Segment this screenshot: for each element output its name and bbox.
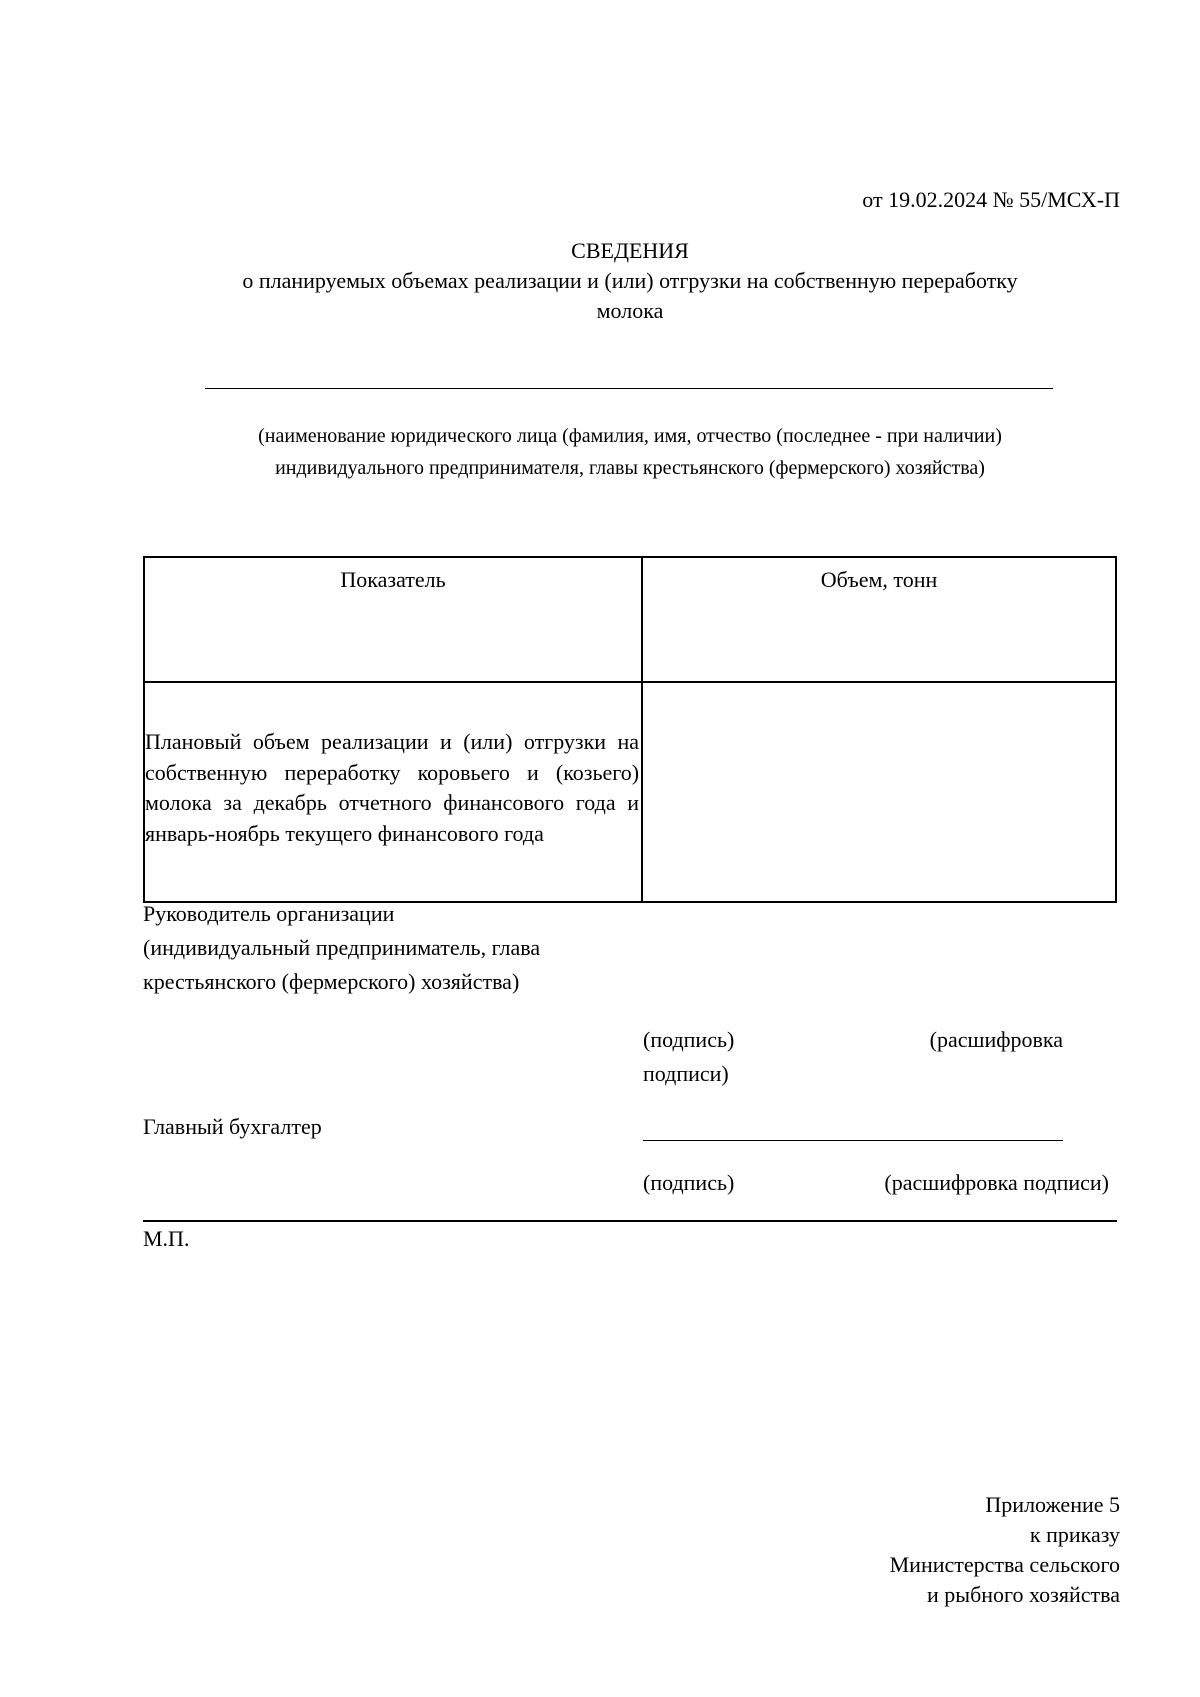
accountant-label: Главный бухгалтер (143, 1114, 322, 1139)
manager-signature-captions (643, 1023, 1063, 1091)
stamp-label: М.П. (143, 1226, 190, 1251)
accountant-signature-captions (643, 1166, 1109, 1200)
annex-line-3: Министерства сельского (889, 1552, 1120, 1577)
annex-line-2: к приказу (1029, 1522, 1120, 1547)
title-line-2: о планируемых объемах реализации и (или) отгрузки на собственную переработку (242, 268, 1018, 293)
title-line-3: молока (596, 298, 664, 323)
manager-decode-caption: (расшифровка (929, 1027, 1063, 1052)
accountant-signature-caption: (подпись) (643, 1170, 735, 1195)
document-number: от 19.02.2024 № 55/МСХ-П (862, 187, 1120, 212)
organization-caption-line-2: индивидуального предпринимателя, главы крестьянского (фермерского) хозяйства) (275, 457, 985, 479)
document-title (140, 236, 1120, 326)
volumes-table (143, 556, 1117, 903)
organization-name-field[interactable] (205, 388, 1053, 389)
annex-line-4: и рыбного хозяйства (927, 1582, 1120, 1607)
manager-signature-caption: (подпись) (643, 1027, 735, 1052)
title-line-1: СВЕДЕНИЯ (571, 238, 689, 263)
accountant-decode-caption: (расшифровка подписи) (884, 1170, 1109, 1195)
organization-caption-line-1: (наименование юридического лица (фамилия, имя, отчество (последнее - при наличии) (258, 425, 1002, 447)
table-row (144, 682, 1116, 902)
table-header-row (144, 557, 1116, 682)
volume-cell[interactable] (642, 682, 1116, 902)
annex-reference (890, 1490, 1120, 1610)
indicator-cell (144, 682, 642, 902)
manager-label-line-1: Руководитель организации (143, 901, 395, 926)
organization-caption (140, 420, 1120, 484)
manager-decode-caption-continued: подписи) (643, 1061, 729, 1086)
stamp-divider (143, 1220, 1117, 1222)
header-indicator: Показатель (144, 557, 642, 682)
manager-label-line-2: (индивидуальный предприниматель, глава (143, 935, 541, 960)
indicator-text: Плановый объем реализации и (или) отгрузки на собственную переработку коровьего и (козьего) молока за декабрь отчетного финансового года и январь-ноябрь текущего финансового года (145, 729, 640, 846)
header-volume: Объем, тонн (642, 557, 1116, 682)
manager-label (143, 897, 663, 999)
manager-label-line-3: крестьянского (фермерского) хозяйства) (143, 969, 520, 994)
accountant-signature-field[interactable] (643, 1140, 1063, 1141)
annex-line-1: Приложение 5 (985, 1492, 1120, 1517)
